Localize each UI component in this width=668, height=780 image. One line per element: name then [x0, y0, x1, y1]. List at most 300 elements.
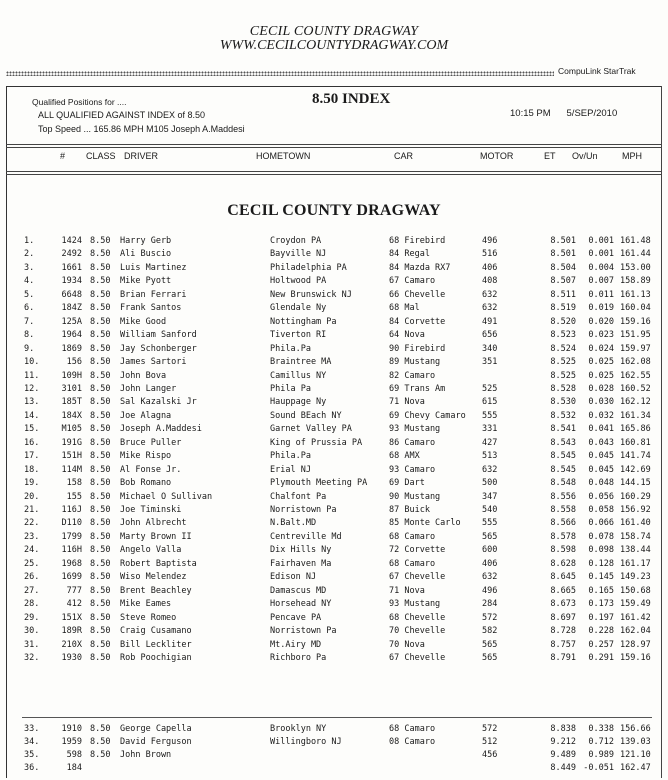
class-cell: 8.50	[90, 652, 111, 663]
class-cell: 8.50	[90, 478, 111, 489]
class-cell: 8.50	[90, 626, 111, 637]
over-under-cell: 0.045	[588, 451, 614, 462]
mph-cell: 159.16	[620, 652, 651, 663]
hometown-cell: Horsehead NY	[270, 599, 332, 610]
over-under-cell: 0.066	[588, 518, 614, 529]
table-row	[0, 437, 668, 450]
car-number-cell: 1934	[61, 276, 82, 287]
over-under-cell: 0.989	[588, 750, 614, 760]
mph-cell: 161.42	[620, 612, 651, 623]
position-cell: 31.	[24, 639, 40, 650]
class-cell: 8.50	[90, 343, 111, 354]
driver-cell: David Ferguson	[120, 737, 192, 747]
mph-cell: 160.52	[620, 383, 651, 394]
class-cell: 8.50	[90, 316, 111, 327]
table-row	[0, 652, 668, 665]
car-number-cell: 151H	[61, 451, 82, 462]
table-row	[0, 625, 668, 638]
motor-cell: 656	[482, 330, 498, 341]
class-cell: 8.50	[90, 276, 111, 287]
car-cell: 69 Trans Am	[389, 383, 446, 394]
over-under-cell: 0.011	[588, 289, 614, 300]
motor-cell: 582	[482, 626, 498, 637]
et-cell: 8.757	[550, 639, 576, 650]
hometown-cell: Phila.Pa	[270, 451, 311, 462]
hometown-cell: Croydon PA	[270, 236, 322, 246]
class-cell: 8.50	[90, 437, 111, 448]
hometown-cell: Edison NJ	[270, 572, 317, 583]
car-number-cell: 116H	[61, 545, 82, 556]
header-rule-bottom	[6, 171, 662, 172]
mph-cell: 128.97	[620, 639, 651, 650]
position-cell: 16.	[24, 437, 40, 448]
car-number-cell: 412	[66, 599, 82, 610]
car-number-cell: 1424	[61, 236, 82, 246]
motor-cell: 427	[482, 437, 498, 448]
driver-cell: Harry Gerb	[120, 236, 172, 246]
dotted-separator	[6, 71, 554, 76]
driver-cell: John Brown	[120, 750, 172, 760]
car-number-cell: 1930	[61, 652, 82, 663]
car-number-cell: 125A	[61, 316, 82, 327]
driver-cell: Mike Pyott	[120, 276, 172, 287]
over-under-cell: 0.056	[588, 491, 614, 502]
hometown-cell: Erial NJ	[270, 464, 311, 475]
motor-cell: 555	[482, 518, 498, 529]
hometown-cell: Richboro Pa	[270, 652, 327, 663]
motor-cell: 500	[482, 478, 498, 489]
car-number-cell: 151X	[61, 612, 82, 623]
table-row	[0, 639, 668, 652]
position-cell: 9.	[24, 343, 35, 354]
et-cell: 8.628	[550, 558, 576, 569]
mph-cell: 142.69	[620, 464, 651, 475]
over-under-cell: 0.028	[588, 383, 614, 394]
hometown-cell: Centreville Md	[270, 531, 342, 542]
driver-cell: Jay Schonberger	[120, 343, 197, 354]
car-cell: 70 Nova	[389, 639, 425, 650]
position-cell: 33.	[24, 724, 40, 734]
hometown-cell: Damascus MD	[270, 585, 327, 596]
et-cell: 8.697	[550, 612, 576, 623]
car-number-cell: 109H	[61, 370, 82, 381]
car-number-cell: 1699	[61, 572, 82, 583]
table-row	[0, 585, 668, 598]
et-cell: 8.578	[550, 531, 576, 542]
section-title: CECIL COUNTY DRAGWAY	[227, 202, 441, 219]
top-speed-label: Top Speed ... 165.86 MPH M105 Joseph A.Maddesi	[38, 124, 245, 134]
header-rule-top	[6, 144, 662, 145]
driver-cell: James Sartori	[120, 357, 187, 368]
report-timestamp	[510, 108, 617, 119]
position-cell: 6.	[24, 303, 35, 314]
car-cell: 68 Mal	[389, 303, 420, 314]
car-number-cell: 6648	[61, 289, 82, 300]
car-cell: 08 Camaro	[389, 737, 436, 747]
qualified-positions-label: Qualified Positions for ....	[32, 97, 127, 107]
position-cell: 3.	[24, 262, 35, 273]
position-cell: 34.	[24, 737, 40, 747]
car-cell: 87 Buick	[389, 505, 430, 515]
car-number-cell: 185T	[61, 397, 82, 408]
position-cell: 17.	[24, 451, 40, 462]
table-row	[0, 464, 668, 477]
car-cell: 70 Chevelle	[389, 626, 446, 637]
hometown-cell: Bayville NJ	[270, 249, 327, 260]
et-cell: 8.520	[550, 316, 576, 327]
class-cell: 8.50	[90, 505, 111, 515]
over-under-cell: 0.043	[588, 437, 614, 448]
et-cell: 8.501	[550, 236, 576, 246]
hometown-cell: Dix Hills Ny	[270, 545, 332, 556]
hometown-cell: Tiverton RI	[270, 330, 327, 341]
over-under-cell: 0.041	[588, 424, 614, 435]
motor-cell: 340	[482, 343, 498, 354]
et-cell: 8.511	[550, 289, 576, 300]
position-cell: 8.	[24, 330, 35, 341]
driver-cell: Frank Santos	[120, 303, 182, 314]
table-row	[0, 316, 668, 329]
position-cell: 22.	[24, 518, 40, 529]
driver-cell: Ali Buscio	[120, 249, 172, 260]
table-row	[0, 612, 668, 625]
car-number-cell: 598	[66, 750, 82, 760]
car-cell: 68 Firebird	[389, 236, 446, 246]
over-under-cell: 0.145	[588, 572, 614, 583]
et-cell: 8.525	[550, 370, 576, 381]
et-cell: 8.838	[550, 724, 576, 734]
car-number-cell: 2492	[61, 249, 82, 260]
over-under-cell: -0.051	[583, 763, 614, 773]
hometown-cell: Nottingham Pa	[270, 316, 337, 327]
table-row	[0, 343, 668, 356]
table-row	[0, 396, 668, 409]
class-cell: 8.50	[90, 289, 111, 300]
driver-cell: Robert Baptista	[120, 558, 197, 569]
car-number-cell: D110	[61, 518, 82, 529]
mph-cell: 139.03	[620, 737, 651, 747]
motor-cell: 632	[482, 464, 498, 475]
hometown-cell: New Brunswick NJ	[270, 289, 352, 300]
over-under-cell: 0.257	[588, 639, 614, 650]
table-row	[0, 262, 668, 275]
class-cell: 8.50	[90, 518, 111, 529]
mph-cell: 156.66	[620, 724, 651, 734]
motor-cell: 615	[482, 397, 498, 408]
over-under-cell: 0.291	[588, 652, 614, 663]
mph-cell: 161.13	[620, 289, 651, 300]
car-number-cell: 189R	[61, 626, 82, 637]
driver-cell: Joe Alagna	[120, 410, 172, 421]
table-row	[0, 504, 668, 517]
et-cell: 8.519	[550, 303, 576, 314]
hometown-cell: Holtwood PA	[270, 276, 327, 287]
mph-cell: 161.34	[620, 410, 651, 421]
position-cell: 1.	[24, 236, 35, 246]
car-number-cell: 1959	[61, 737, 82, 747]
over-under-cell: 0.197	[588, 612, 614, 623]
car-cell: 64 Nova	[389, 330, 425, 341]
hometown-cell: Fairhaven Ma	[270, 558, 332, 569]
motor-cell: 512	[482, 737, 498, 747]
class-cell: 8.50	[90, 236, 111, 246]
driver-cell: Brian Ferrari	[120, 289, 187, 300]
track-url: WWW.CECILCOUNTYDRAGWAY.COM	[219, 38, 449, 53]
class-cell: 8.50	[90, 303, 111, 314]
qualifier-cutoff-line	[22, 717, 652, 718]
hometown-cell: Norristown Pa	[270, 505, 337, 515]
car-cell: 69 Dart	[389, 478, 425, 489]
car-cell: 93 Mustang	[389, 424, 441, 435]
mph-cell: 162.08	[620, 357, 651, 368]
class-cell: 8.50	[90, 464, 111, 475]
table-row	[0, 558, 668, 571]
car-number-cell: 1661	[61, 262, 82, 273]
motor-cell: 632	[482, 303, 498, 314]
et-cell: 8.545	[550, 464, 576, 475]
class-cell: 8.50	[90, 262, 111, 273]
class-cell: 8.50	[90, 249, 111, 260]
position-cell: 20.	[24, 491, 40, 502]
driver-cell: Mike Eames	[120, 599, 172, 610]
hometown-cell: King of Prussia PA	[270, 437, 363, 448]
motor-cell: 525	[482, 383, 498, 394]
class-cell: 8.50	[90, 558, 111, 569]
position-cell: 12.	[24, 383, 40, 394]
class-cell: 8.50	[90, 724, 111, 734]
car-number-cell: M105	[61, 424, 82, 435]
col-header-num: #	[60, 151, 66, 161]
et-cell: 8.791	[550, 652, 576, 663]
over-under-cell: 0.048	[588, 478, 614, 489]
et-cell: 8.504	[550, 262, 576, 273]
motor-cell: 406	[482, 262, 498, 273]
hometown-cell: Glendale Ny	[270, 303, 327, 314]
over-under-cell: 0.001	[588, 249, 614, 260]
car-number-cell: 1968	[61, 558, 82, 569]
car-cell: 93 Camaro	[389, 464, 436, 475]
driver-cell: Joseph A.Maddesi	[120, 424, 202, 435]
table-row	[0, 329, 668, 342]
motor-cell: 632	[482, 572, 498, 583]
position-cell: 28.	[24, 599, 40, 610]
position-cell: 24.	[24, 545, 40, 556]
motor-cell: 513	[482, 451, 498, 462]
mph-cell: 159.49	[620, 599, 651, 610]
col-header-et: ET	[544, 151, 556, 161]
mph-cell: 161.48	[620, 236, 651, 246]
car-number-cell: 777	[66, 585, 82, 596]
driver-cell: Bruce Puller	[120, 437, 182, 448]
motor-cell: 565	[482, 652, 498, 663]
mph-cell: 144.15	[620, 478, 651, 489]
class-cell: 8.50	[90, 397, 111, 408]
car-number-cell: 1869	[61, 343, 82, 354]
track-title: CECIL COUNTY DRAGWAY	[249, 24, 419, 39]
hometown-cell: Chalfont Pa	[270, 491, 327, 502]
table-row	[0, 235, 668, 248]
position-cell: 11.	[24, 370, 40, 381]
car-cell: 68 Chevelle	[389, 612, 446, 623]
car-cell: 67 Camaro	[389, 276, 436, 287]
col-header-hometown: HOMETOWN	[256, 151, 311, 161]
driver-cell: Bob Romano	[120, 478, 172, 489]
car-cell: 69 Chevy Camaro	[389, 410, 466, 421]
class-cell: 8.50	[90, 410, 111, 421]
compulink-label: CompuLink StarTrak	[558, 66, 636, 76]
car-number-cell: 156	[66, 357, 82, 368]
hometown-cell: Plymouth Meeting PA	[270, 478, 368, 489]
motor-cell: 632	[482, 289, 498, 300]
car-number-cell: 114M	[61, 464, 82, 475]
et-cell: 8.566	[550, 518, 576, 529]
position-cell: 19.	[24, 478, 40, 489]
mph-cell: 156.92	[620, 505, 651, 515]
et-cell: 8.558	[550, 505, 576, 515]
et-cell: 8.501	[550, 249, 576, 260]
position-cell: 18.	[24, 464, 40, 475]
class-cell: 8.50	[90, 370, 111, 381]
car-cell: 66 Chevelle	[389, 289, 446, 300]
over-under-cell: 0.078	[588, 531, 614, 542]
et-cell: 8.598	[550, 545, 576, 556]
mph-cell: 161.40	[620, 518, 651, 529]
et-cell: 8.524	[550, 343, 576, 354]
driver-cell: Mike Rispo	[120, 451, 172, 462]
table-row	[0, 598, 668, 611]
over-under-cell: 0.173	[588, 599, 614, 610]
driver-cell: Joe Timinski	[120, 505, 182, 515]
driver-cell: Sal Kazalski Jr	[120, 397, 197, 408]
driver-cell: Al Fonse Jr.	[120, 464, 182, 475]
over-under-cell: 0.007	[588, 276, 614, 287]
driver-cell: Luis Martinez	[120, 262, 187, 273]
car-cell: 93 Mustang	[389, 599, 441, 610]
col-header-mph: MPH	[622, 151, 642, 161]
hometown-cell: Phila.Pa	[270, 343, 311, 354]
driver-cell: Brent Beachley	[120, 585, 192, 596]
position-cell: 36.	[24, 763, 40, 773]
table-row	[0, 477, 668, 490]
et-cell: 8.523	[550, 330, 576, 341]
table-row	[0, 749, 668, 762]
over-under-cell: 0.098	[588, 545, 614, 556]
motor-cell: 565	[482, 531, 498, 542]
car-number-cell: 1910	[61, 724, 82, 734]
col-header-car: CAR	[394, 151, 414, 161]
motor-cell: 572	[482, 724, 498, 734]
hometown-cell: Hauppage Ny	[270, 397, 327, 408]
et-cell: 8.530	[550, 397, 576, 408]
table-row	[0, 762, 668, 775]
table-row	[0, 289, 668, 302]
driver-cell: Michael O Sullivan	[120, 491, 213, 502]
mph-cell: 165.86	[620, 424, 651, 435]
driver-cell: John Bova	[120, 370, 167, 381]
position-cell: 4.	[24, 276, 35, 287]
col-header-driver: DRIVER	[124, 151, 159, 161]
mph-cell: 138.44	[620, 545, 651, 556]
hometown-cell: Phila Pa	[270, 383, 311, 394]
over-under-cell: 0.338	[588, 724, 614, 734]
class-cell: 8.50	[90, 737, 111, 747]
position-cell: 29.	[24, 612, 40, 623]
driver-cell: John Albrecht	[120, 518, 187, 529]
hometown-cell: Camillus NY	[270, 370, 327, 381]
mph-cell: 150.68	[620, 585, 651, 596]
over-under-cell: 0.024	[588, 343, 614, 354]
driver-cell: Angelo Valla	[120, 545, 182, 556]
car-number-cell: 158	[66, 478, 82, 489]
car-number-cell: 1964	[61, 330, 82, 341]
mph-cell: 162.47	[620, 763, 651, 773]
et-cell: 8.556	[550, 491, 576, 502]
car-cell: 68 Camaro	[389, 724, 436, 734]
table-row	[0, 517, 668, 530]
over-under-cell: 0.712	[588, 737, 614, 747]
class-cell: 8.50	[90, 383, 111, 394]
over-under-cell: 0.228	[588, 626, 614, 637]
over-under-cell: 0.128	[588, 558, 614, 569]
over-under-cell: 0.019	[588, 303, 614, 314]
car-number-cell: 184Z	[61, 303, 82, 314]
class-cell: 8.50	[90, 750, 111, 760]
car-cell: 68 AMX	[389, 451, 420, 462]
table-row	[0, 248, 668, 261]
position-cell: 25.	[24, 558, 40, 569]
motor-cell: 408	[482, 276, 498, 287]
hometown-cell: Brooklyn NY	[270, 724, 327, 734]
motor-cell: 351	[482, 357, 498, 368]
car-cell: 84 Regal	[389, 249, 430, 260]
motor-cell: 572	[482, 612, 498, 623]
et-cell: 8.728	[550, 626, 576, 637]
mph-cell: 158.74	[620, 531, 651, 542]
over-under-cell: 0.032	[588, 410, 614, 421]
header-rule-top-2	[6, 147, 662, 148]
car-number-cell: 116J	[61, 505, 82, 515]
mph-cell: 162.55	[620, 370, 651, 381]
driver-cell: Steve Romeo	[120, 612, 177, 623]
motor-cell: 456	[482, 750, 498, 760]
over-under-cell: 0.004	[588, 262, 614, 273]
table-row	[0, 275, 668, 288]
motor-cell: 555	[482, 410, 498, 421]
motor-cell: 600	[482, 545, 498, 556]
motor-cell: 347	[482, 491, 498, 502]
et-cell: 9.489	[550, 750, 576, 760]
over-under-cell: 0.025	[588, 370, 614, 381]
car-cell: 72 Corvette	[389, 545, 446, 556]
hometown-cell: N.Balt.MD	[270, 518, 317, 529]
table-row	[0, 544, 668, 557]
table-row	[0, 423, 668, 436]
motor-cell: 284	[482, 599, 498, 610]
class-cell: 8.50	[90, 424, 111, 435]
et-cell: 8.507	[550, 276, 576, 287]
hometown-cell: Garnet Valley PA	[270, 424, 352, 435]
car-cell: 85 Monte Carlo	[389, 518, 461, 529]
over-under-cell: 0.025	[588, 357, 614, 368]
driver-cell: John Langer	[120, 383, 177, 394]
driver-cell: Marty Brown II	[120, 531, 192, 542]
over-under-cell: 0.058	[588, 505, 614, 515]
table-row	[0, 370, 668, 383]
table-row	[0, 531, 668, 544]
car-number-cell: 3101	[61, 383, 82, 394]
table-row	[0, 723, 668, 736]
motor-cell: 496	[482, 236, 498, 246]
